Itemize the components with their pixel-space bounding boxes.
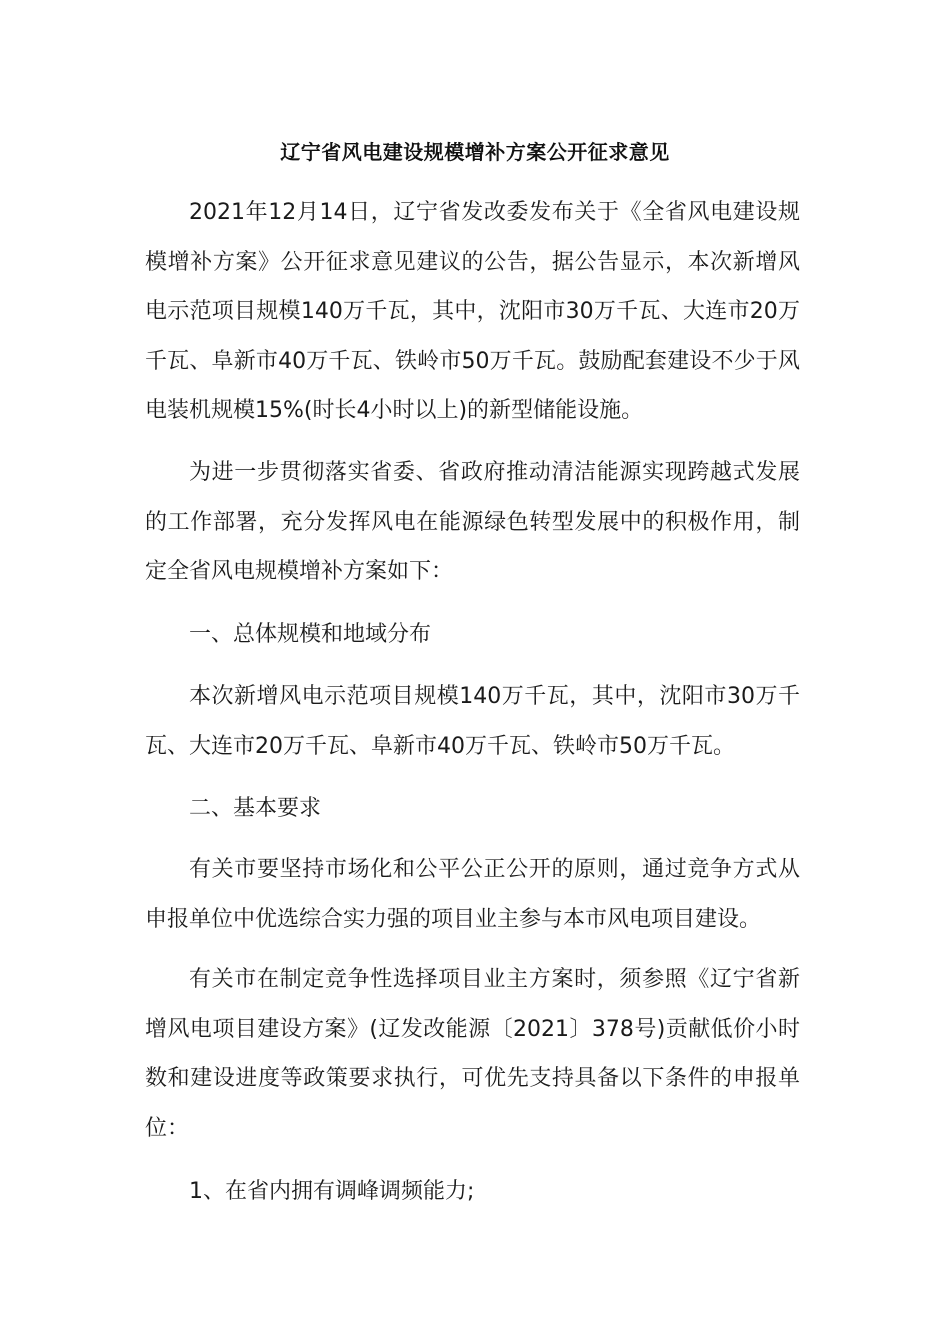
section-heading-scale: 一、总体规模和地域分布 (189, 622, 432, 647)
list-item-condition-1: 1、在省内拥有调峰调频能力; (189, 1179, 475, 1204)
paragraph-scale: 本次新增风电示范项目规模140万千瓦，其中，沈阳市30万千瓦、大连市20万千瓦、阜新市40万千瓦、铁岭市50万千瓦。 (145, 684, 800, 759)
paragraph-announcement: 2021年12月14日，辽宁省发改委发布关于《全省风电建设规模增补方案》公开征求意见建议的公告，据公告显示，本次新增风电示范项目规模140万千瓦，其中，沈阳市30万千瓦、大连市20万千瓦、阜新市40万千瓦、铁岭市50万千瓦。鼓励配套建设不少于风电装机规模15%(时长4小时以上)的新型储能设施。 (145, 200, 800, 423)
document-title: 辽宁省风电建设规模增补方案公开征求意见 (280, 140, 670, 164)
paragraph-selection: 有关市在制定竞争性选择项目业主方案时，须参照《辽宁省新增风电项目建设方案》(辽发改能源〔2021〕378号)贡献低价小时数和建设进度等政策要求执行，可优先支持具备以下条件的申报单位： (145, 967, 800, 1141)
paragraph-purpose: 为进一步贯彻落实省委、省政府推动清洁能源实现跨越式发展的工作部署，充分发挥风电在能源绿色转型发展中的积极作用，制定全省风电规模增补方案如下： (145, 460, 800, 584)
paragraph-requirements: 有关市要坚持市场化和公平公正公开的原则，通过竞争方式从申报单位中优选综合实力强的项目业主参与本市风电项目建设。 (145, 857, 800, 932)
section-heading-requirements: 二、基本要求 (189, 796, 322, 821)
